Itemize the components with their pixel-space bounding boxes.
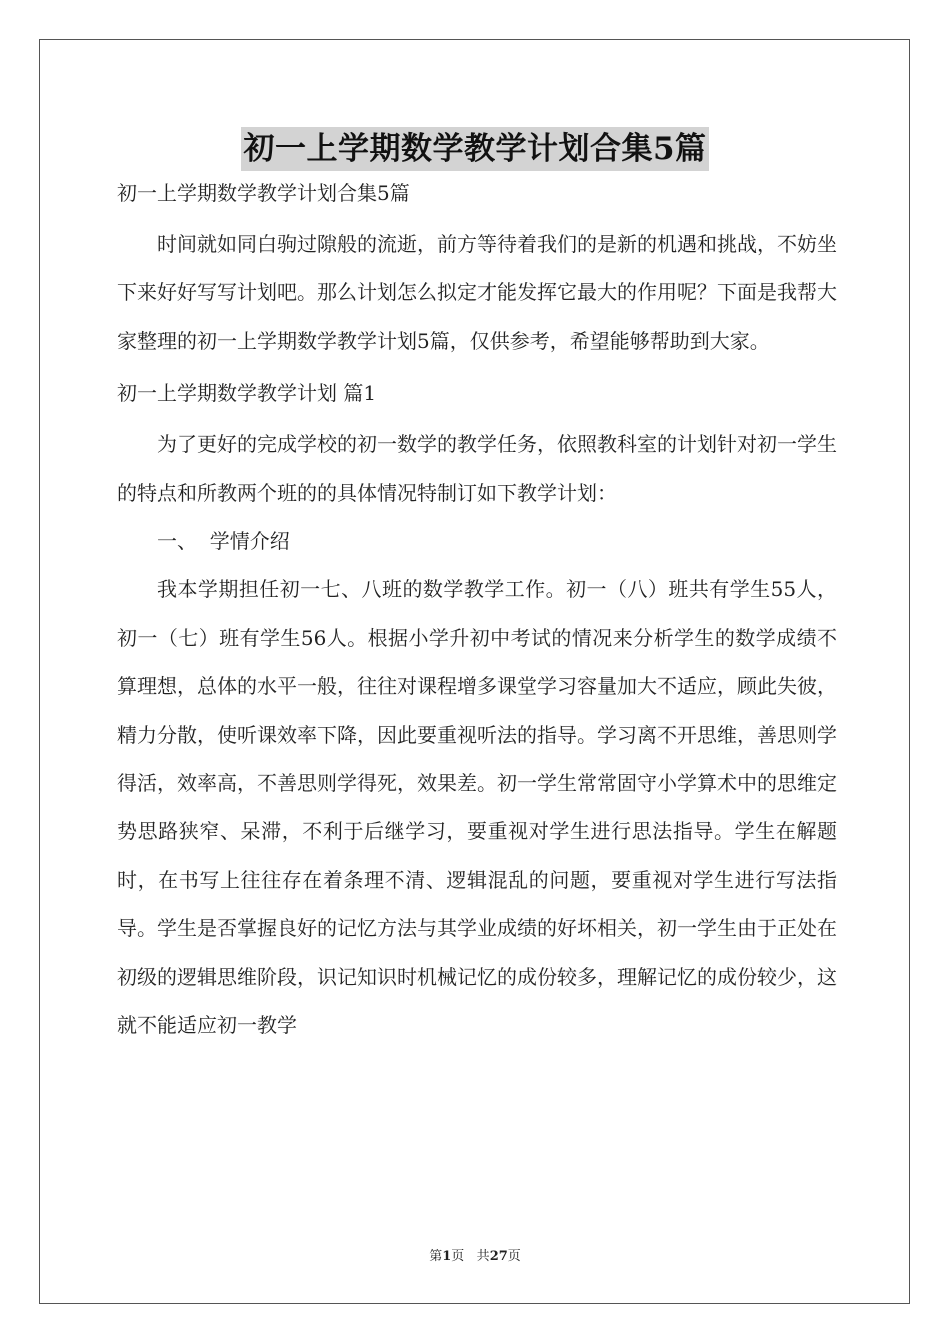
section-intro-paragraph: 为了更好的完成学校的初一数学的教学任务，依照教科室的计划针对初一学生的特点和所教两个班的的具体情况特制订如下教学计划： bbox=[117, 432, 837, 505]
page-footer bbox=[0, 1248, 950, 1266]
section-heading: 初一上学期数学教学计划 篇1 bbox=[117, 381, 377, 406]
footer-total-pages: 27 bbox=[489, 1249, 508, 1264]
intro-paragraph: 时间就如同白驹过隙般的流逝，前方等待着我们的是新的机遇和挑战，不妨坐下来好好写写计划吧。那么计划怎么拟定才能发挥它最大的作用呢？下面是我帮大家整理的初一上学期数学教学计划5篇，仅供参考，希望能够帮助到大家。 bbox=[117, 232, 837, 353]
footer-page-unit: 页 bbox=[451, 1249, 465, 1264]
footer-page-number: 1 bbox=[442, 1249, 452, 1264]
title-container bbox=[0, 127, 950, 171]
subheading-learning-situation: 一、 学情介绍 bbox=[157, 529, 290, 554]
document-body bbox=[117, 181, 837, 1050]
footer-total-unit: 页 bbox=[507, 1249, 521, 1264]
footer-total-prefix: 共 bbox=[476, 1249, 490, 1264]
body-paragraph: 我本学期担任初一七、八班的数学教学工作。初一（八）班共有学生55人，初一（七）班有学生56人。根据小学升初中考试的情况来分析学生的数学成绩不算理想，总体的水平一般，往往对课程增多课堂学习容量加大不适应，顾此失彼，精力分散，使听课效率下降，因此要重视听法的指导。学习离不开思维，善思则学得活，效率高，不善思则学得死，效果差。初一学生常常固守小学算术中的思维定势思路狭窄、呆滞，不利于后继学习，要重视对学生进行思法指导。学生在解题时，在书写上往往存在着条理不清、逻辑混乱的问题，要重视对学生进行写法指导。学生是否掌握良好的记忆方法与其学业成绩的好坏相关，初一学生由于正处在初级的逻辑思维阶段，识记知识时机械记忆的成份较多，理解记忆的成份较少，这就不能适应初一教学 bbox=[117, 577, 837, 1038]
document-title: 初一上学期数学教学计划合集5篇 bbox=[241, 127, 708, 171]
document-subtitle: 初一上学期数学教学计划合集5篇 bbox=[117, 181, 410, 205]
footer-prefix: 第 bbox=[429, 1249, 443, 1264]
